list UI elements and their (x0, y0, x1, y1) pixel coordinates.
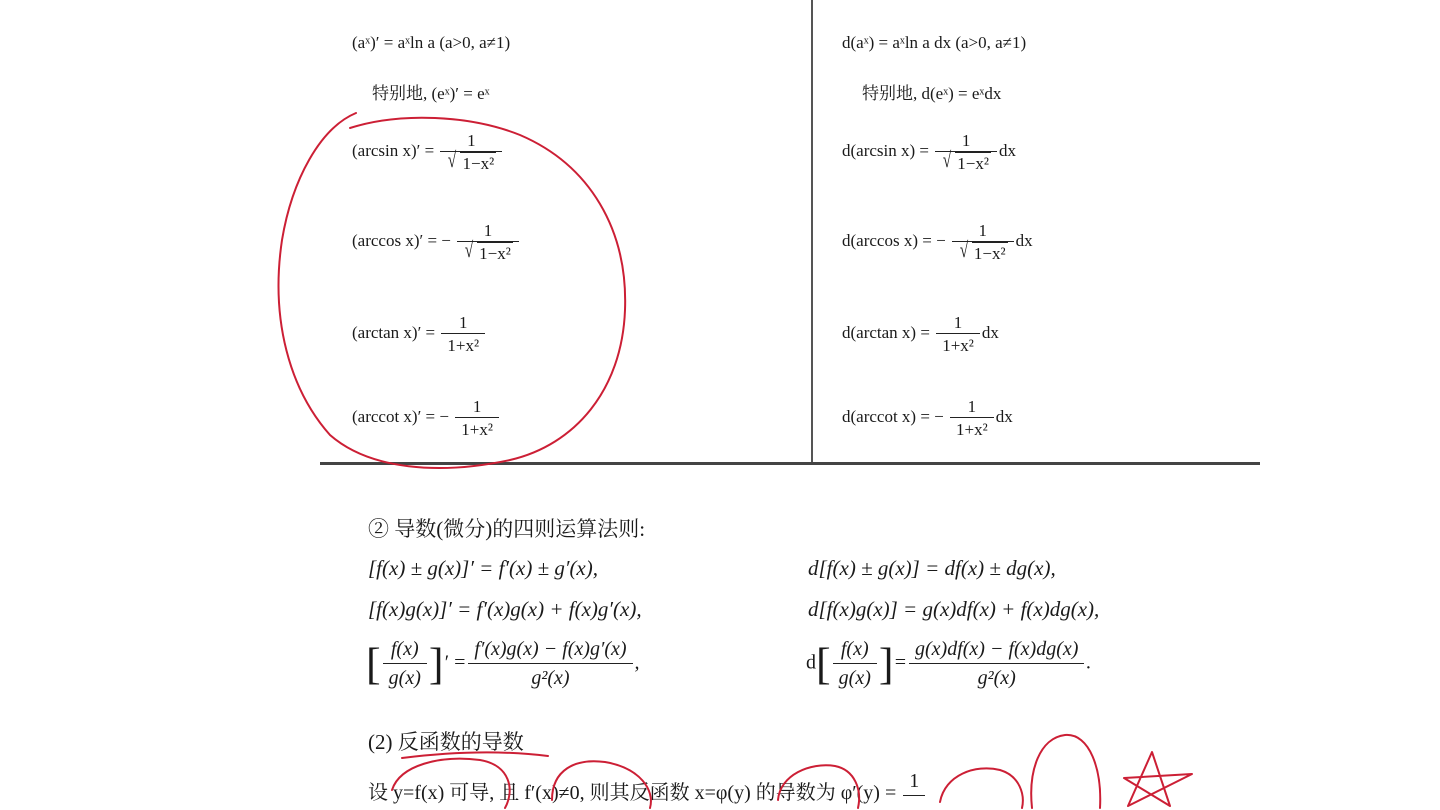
left-arccos-den: 1−x² (479, 244, 511, 263)
right-arctan-dx: dx (981, 322, 999, 342)
left-e-power-derivative: 特别地, (eˣ)′ = eˣ (372, 84, 490, 103)
quot-right-inner-den: g(x) (833, 663, 877, 690)
quot-right-inner-num: f(x) (840, 638, 869, 660)
left-arccos-derivative: (arccos x)′ = − 1 √ 1−x² (352, 222, 521, 262)
quot-right-eq: = (893, 651, 908, 674)
quot-right-den: g²(x) (909, 663, 1084, 690)
left-arctan-num: 1 (459, 313, 468, 332)
right-a-power-differential: d(aˣ) = aˣln a dx (a>0, a≠1) (842, 33, 1027, 52)
left-arcsin-derivative: (arcsin x)′ = 1 √ 1−x² (352, 132, 504, 172)
left-arccot-lhs: (arccot x)′ = − (352, 406, 449, 426)
left-a-power-derivative: (aˣ)′ = aˣln a (a>0, a≠1) (352, 33, 511, 52)
oval-phi-prime-icon (940, 768, 1023, 808)
rules-heading: ② 导数(微分)的四则运算法则: (368, 517, 646, 541)
right-arccos-dx: dx (1015, 230, 1033, 250)
left-arcsin-num: 1 (467, 131, 476, 150)
left-arccot-den: 1+x² (455, 417, 499, 438)
product-rule-differential: d[f(x)g(x)] = g(x)df(x) + f(x)dg(x), (808, 597, 1100, 621)
right-arccos-den: 1−x² (973, 244, 1006, 263)
left-arctan-lhs: (arctan x)′ = (352, 322, 436, 342)
oval-y-fx-icon (392, 759, 510, 808)
right-arccot-num: 1 (967, 397, 977, 416)
oval-fprime-icon (552, 761, 651, 808)
section2-heading: (2) 反函数的导数 (368, 730, 524, 754)
left-arcsin-den: 1−x² (462, 154, 495, 173)
underline-section2-icon (402, 752, 548, 758)
quot-right-num: g(x)df(x) − f(x)dg(x) (915, 638, 1079, 660)
quotient-rule-derivative: [ $\frac{f(x)}{g(x)}$ ]′ = $\frac{f'(x)g(x) - f(x)g'(x)}{\text{g²(x)}}$ , (366, 638, 640, 689)
quot-left-inner-num: f(x) (390, 638, 419, 660)
right-arctan-den: 1+x² (936, 333, 980, 354)
inverse-function-text: 设 y=f(x) 可导, 且 f′(x)≠0, 则其反函数 x=φ(y) 的导数为 φ′(y) = (368, 782, 897, 804)
quot-left-eq: ′ = (443, 651, 467, 674)
right-arcsin-lhs: d(arcsin x) = (842, 140, 930, 160)
quot-right-d: d (806, 651, 816, 674)
quot-left-tail: , (634, 651, 640, 674)
left-arccos-lhs: (arccos x)′ = − (352, 230, 451, 250)
right-arctan-num: 1 (953, 313, 963, 332)
right-arccot-den: 1+x² (950, 417, 994, 438)
right-arccot-dx: dx (995, 406, 1013, 426)
sum-rule-differential: d[f(x) ± g(x)] = df(x) ± dg(x), (808, 556, 1056, 580)
product-rule-derivative: [f(x)g(x)]′ = f′(x)g(x) + f(x)g′(x), (368, 597, 642, 621)
right-e-power-differential: 特别地, d(eˣ) = eˣdx (862, 84, 1002, 103)
left-arcsin-lhs: (arcsin x)′ = (352, 140, 435, 160)
star-mark-icon (1124, 752, 1192, 806)
right-arctan-lhs: d(arctan x) = (842, 322, 930, 342)
right-arccot-lhs: d(arccot x) = − (842, 406, 944, 426)
inverse-frac-num: 1 (909, 770, 920, 792)
right-arcsin-dx: dx (998, 140, 1016, 160)
quot-left-inner-den: g(x) (383, 663, 427, 690)
oval-x-phi-icon (778, 765, 859, 808)
circle-around-inverse-trig-icon (279, 113, 626, 468)
right-arccos-differential: d(arccos x) = − 1 √ 1−x² dx (842, 221, 1033, 263)
oval-fraction-icon (1031, 735, 1100, 808)
quot-left-num: f′(x)g(x) − f(x)g′(x) (474, 638, 627, 660)
left-arccot-num: 1 (472, 397, 482, 416)
right-arcsin-differential: d(arcsin x) = 1 √ 1−x² dx (842, 131, 1016, 173)
right-arcsin-den: 1−x² (957, 154, 989, 173)
left-arctan-den: 1+x² (441, 333, 485, 354)
right-arccos-num: 1 (978, 221, 988, 240)
left-arccos-num: 1 (483, 221, 493, 240)
quot-left-den: g²(x) (468, 663, 632, 690)
quotient-rule-differential: d[ $\frac{f(x)}{g(x)}$ ]= $\frac{g(x)df(x) - f(x)dg(x)}{\text{g²(x)}}$ . (806, 638, 1092, 689)
sum-rule-derivative: [f(x) ± g(x)]′ = f′(x) ± g′(x), (368, 556, 598, 580)
right-arcsin-num: 1 (961, 131, 971, 150)
quot-right-tail: . (1086, 651, 1092, 674)
right-arccos-lhs: d(arccos x) = − (842, 230, 946, 250)
